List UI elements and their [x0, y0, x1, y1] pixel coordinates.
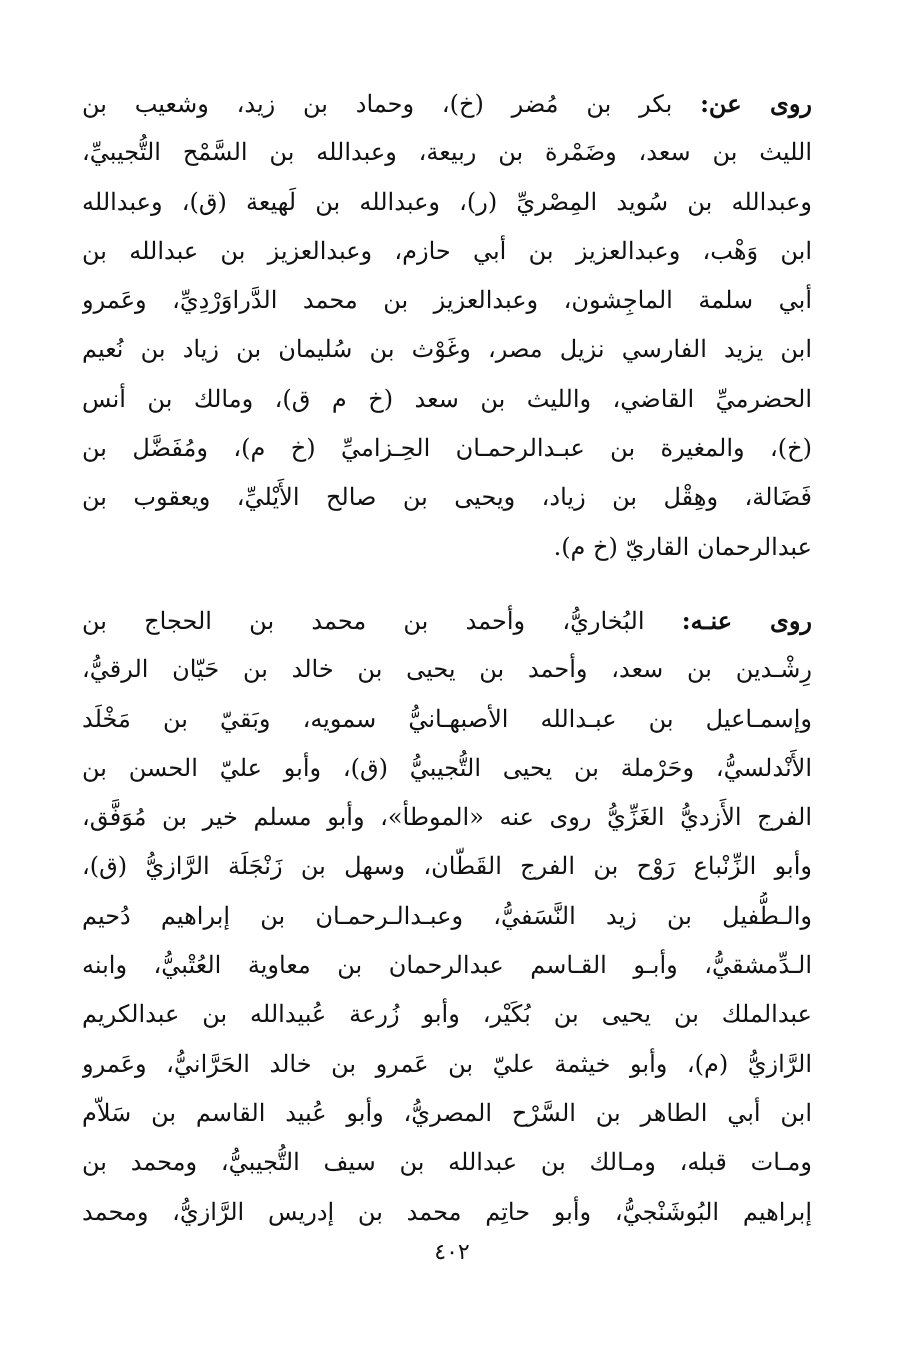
- paragraph-lead: روى عن:: [700, 89, 812, 118]
- page-number: ٤٠٢: [434, 1240, 470, 1265]
- paragraph-lead: روى عنـه:: [681, 606, 812, 635]
- line-text: البُخاريُّ، وأحمد بن محمد بن الحجاج بن: [82, 607, 682, 635]
- paragraph-line: إبراهيم البُوشَنْجيُّ، وأبو حاتِم محمد بن إدريس الرَّازيُّ، ومحمد: [82, 1197, 812, 1226]
- paragraph-line: فَضَالة، وهِقْل بن زياد، ويحيى بن صالح الأَيْليِّ، ويعقوب بن: [82, 483, 812, 512]
- paragraph-line: [82, 79, 812, 128]
- paragraph-line: ابن أبي الطاهر بن السَّرْح المصريُّ، وأبو عُبيد القاسم بن سَلاّم: [82, 1098, 812, 1127]
- paragraph-line: رِشْـدين بن سعد، وأحمد بن يحيى بن خالد بن حَيّان الرقيُّ،: [82, 655, 812, 684]
- paragraph-line: الفرج الأَزديُّ الغَزِّيُّ روى عنه «الموطأ»، وأبو مسلم خير بن مُوَفَّق،: [82, 803, 812, 832]
- paragraph-line: والـطُّفيل بن زيد النَّسَفيُّ، وعبـدالـرحمـان بن إبراهيم دُحيم: [82, 901, 812, 930]
- paragraph-line: الليث بن سعد، وضَمْرة بن ربيعة، وعبدالله بن السَّمْح التُّجيبيِّ،: [82, 138, 812, 167]
- paragraph-line: ومـات قبله، ومـالك بن عبدالله بن سيف التُّجيبيُّ، ومحمد بن: [82, 1148, 812, 1177]
- paragraph-line: عبدالرحمان القاريّ (خ م).: [553, 532, 812, 561]
- line-text: بكر بن مُضر (خ)، وحماد بن زيد، وشعيب بن: [82, 90, 701, 118]
- paragraph-line: وعبدالله بن سُويد المِصْريِّ (ر)، وعبدالله بن لَهيعة (ق)، وعبدالله: [82, 187, 812, 216]
- paragraph-line: وأبو الزِّنْباع رَوْح بن الفرج القَطّان، وسهل بن زَنْجَلَة الرَّازيُّ (ق)،: [82, 852, 812, 881]
- paragraph-line: الرَّازيُّ (م)، وأبو خيثمة عليّ بن عَمرو بن خالد الحَرَّانيُّ، وعَمرو: [82, 1049, 812, 1078]
- paragraph-narrated-by: [82, 596, 812, 1237]
- paragraph-line: عبدالملك بن يحيى بن بُكَيْر، وأبو زُرعة عُبيدالله بن عبدالكريم: [82, 1000, 812, 1029]
- paragraph-narrated-from: [82, 79, 812, 572]
- paragraph-line: [82, 596, 812, 645]
- paragraph-line: وإسمـاعيل بن عبـدالله الأصبهـانيُّ سمويه، وبَقيّ بن مَخْلَد: [82, 704, 812, 733]
- paragraph-line: الـدِّمشقيُّ، وأبـو القـاسم عبدالرحمان بن معاوية العُتْبيُّ، وابنه: [82, 951, 812, 980]
- paragraph-line: ابن وَهْب، وعبدالعزيز بن أبي حازم، وعبدالعزيز بن عبدالله بن: [82, 236, 812, 265]
- paragraph-line: أبي سلمة الماجِشون، وعبدالعزيز بن محمد الدَّراوَرْدِيِّ، وعَمرو: [82, 286, 812, 315]
- paragraph-line: (خ)، والمغيرة بن عبـدالرحمـان الحِـزاميِّ (خ م)، ومُفَضَّل بن: [82, 434, 812, 463]
- paragraph-line: الحضرميِّ القاضي، والليث بن سعد (خ م ق)، ومالك بن أنس: [82, 384, 812, 413]
- paragraph-line: ابن يزيد الفارسي نزيل مصر، وغَوْث بن سُليمان بن زياد بن نُعيم: [82, 335, 812, 364]
- paragraph-line: الأَنْدلسيُّ، وحَرْملة بن يحيى التُّجيبيُّ (ق)، وأبو عليّ الحسن بن: [82, 753, 812, 782]
